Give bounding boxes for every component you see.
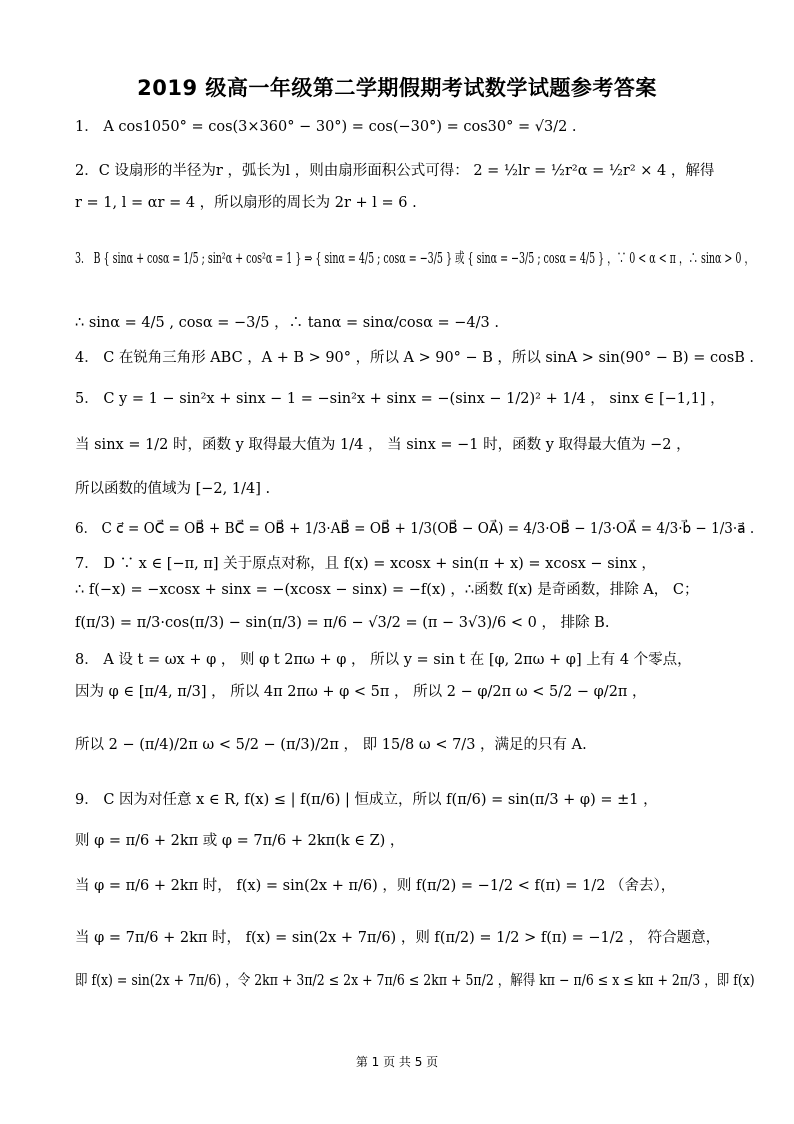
answer-line: 4． C 在锐角三角形 ABC ，A + B > 90° ，所以 A > 90° − B ，所以 sinA > sin(90° − B) = cosB . xyxy=(75,350,755,366)
answer-line: 所以 2 − (π/4)/2π ω < 5/2 − (π/3)/2π ， 即 15/8 ω < 7/3 ，满足的只有 A. xyxy=(75,737,587,753)
page-footer: 第 1 页 共 5 页 xyxy=(355,1055,439,1069)
answer-line: 即 f(x) = sin(2x + 7π/6) ，令 2kπ + 3π/2 ≤ 2x + 7π/6 ≤ 2kπ + 5π/2 ，解得 kπ − π/6 ≤ x ≤ kπ + 2π/3 ，即 f(x) xyxy=(75,973,755,989)
answer-line: 所以函数的值域为 [−2, 1/4] . xyxy=(75,481,271,497)
answer-line: 当 φ = 7π/6 + 2kπ 时， f(x) = sin(2x + 7π/6) ，则 f(π/2) = 1/2 > f(π) = −1/2 ， 符合题意， xyxy=(75,930,721,946)
page-title: 2019 级高一年级第二学期假期考试数学试题参考答案 xyxy=(137,76,657,100)
answer-line: f(π/3) = π/3·cos(π/3) − sin(π/3) = π/6 − √3/2 = (π − 3√3)/6 < 0 ， 排除 B. xyxy=(75,615,610,631)
answer-line: 8． A 设 t = ωx + φ ， 则 φ t 2πω + φ ， 所以 y = sin t 在 [φ, 2πω + φ] 上有 4 个零点， xyxy=(75,652,692,668)
answer-line: 当 sinx = 1/2 时，函数 y 取得最大值为 1/4 ， 当 sinx = −1 时，函数 y 取得最大值为 −2 ， xyxy=(75,437,691,453)
answer-line: 5． C y = 1 − sin²x + sinx − 1 = −sin²x + sinx = −(sinx − 1/2)² + 1/4 ， sinx ∈ [−1,1] ， xyxy=(75,391,725,407)
answer-line: 6． C c⃗ = OC⃗ = OB⃗ + BC⃗ = OB⃗ + 1/3·AB⃗ = OB⃗ + 1/3(OB⃗ − OA⃗) = 4/3·OB⃗ − 1/3·OA⃗ = 4/3·b⃗ − 1/3·a⃗ . xyxy=(75,521,755,537)
answer-line: 9． C 因为对任意 x ∈ R, f(x) ≤ | f(π/6) | 恒成立，所以 f(π/6) = sin(π/3 + φ) = ±1 ， xyxy=(75,792,658,808)
answer-line: ∴ sinα = 4/5 , cosα = −3/5 ，∴ tanα = sinα/cosα = −4/3 . xyxy=(75,315,499,331)
answer-line: 1． A cos1050° = cos(3×360° − 30°) = cos(−30°) = cos30° = √3/2 . xyxy=(75,119,577,135)
answer-line: ∴ f(−x) = −xcosx + sinx = −(xcosx − sinx) = −f(x) ，∴函数 f(x) 是奇函数，排除 A， C； xyxy=(75,582,699,598)
answer-line: r = 1, l = αr = 4 ，所以扇形的周长为 2r + l = 6 . xyxy=(75,195,417,211)
answer-line: 当 φ = π/6 + 2kπ 时， f(x) = sin(2x + π/6) ，则 f(π/2) = −1/2 < f(π) = 1/2 （舍去）， xyxy=(75,878,676,894)
answer-line: 3． B { sinα + cosα = 1/5 ; sin²α + cos²α = 1 } ⇒ { sinα = 4/5 ; cosα = −3/5 } 或 { sinα = −3/5 ; cosα = 4/5 } ，∵ 0 < α < π ，∴ sinα > 0 ， xyxy=(75,251,754,267)
answer-line: 2．C 设扇形的半径为r ，弧长为l ，则由扇形面积公式可得： 2 = ½lr = ½r²α = ½r² × 4 ，解得 xyxy=(75,163,715,179)
answer-line: 因为 φ ∈ [π/4, π/3] ， 所以 4π 2πω + φ < 5π ， 所以 2 − φ/2π ω < 5/2 − φ/2π ， xyxy=(75,684,647,700)
answer-line: 7． D ∵ x ∈ [−π, π] 关于原点对称，且 f(x) = xcosx + sin(π + x) = xcosx − sinx ， xyxy=(75,556,656,572)
answer-line: 则 φ = π/6 + 2kπ 或 φ = 7π/6 + 2kπ(k ∈ Z) ， xyxy=(75,833,405,849)
